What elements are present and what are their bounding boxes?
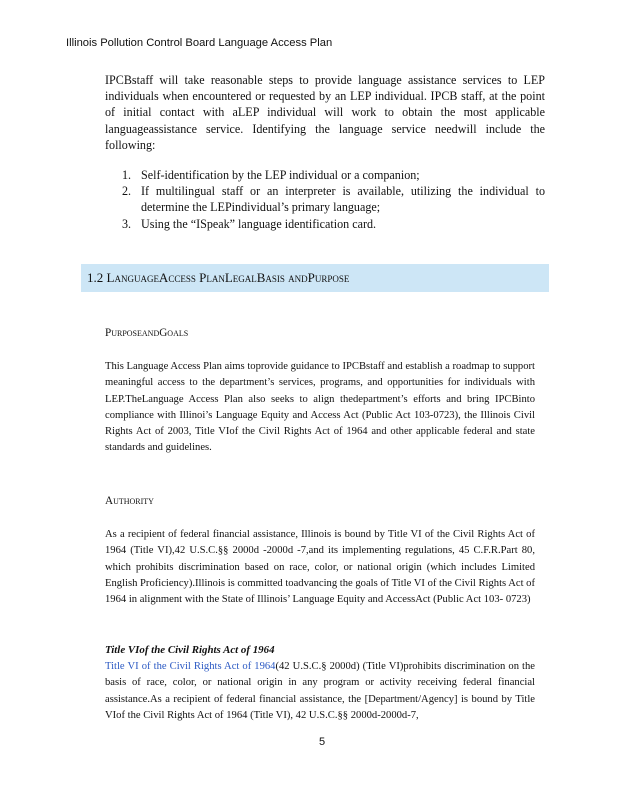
- purpose-subheading: PurposeandGoals: [105, 327, 189, 339]
- list-item-text: Using the “ISpeak” language identification card.: [141, 216, 377, 231]
- list-item-text: If multilingual staff or an interpreter is available, utilizing the individual to determine the LEPindividual’s primary language;: [141, 184, 545, 215]
- intro-paragraph: IPCBstaff will take reasonable steps to provide language assistance services to LEP individuals when encountered or requested by an LEP individual. IPCB staff, at the point of initial contact with aLEP individual will work to obtain the most applicable languageassistance service. Identifying the language service needwill include the following:: [105, 73, 545, 152]
- list-item-number: 2.: [122, 184, 132, 199]
- authority-subheading: Authority: [105, 495, 154, 507]
- list-item: [105, 167, 545, 183]
- list-item-text: Self-identification by the LEP individual or a companion;: [141, 168, 420, 182]
- list-item: [105, 216, 545, 232]
- running-header: Illinois Pollution Control Board Language Access Plan: [66, 37, 333, 49]
- section-heading: 1.2 LanguageAccess PlanLegalBasis andPurpose: [87, 270, 350, 285]
- page-number: 5: [319, 736, 326, 748]
- list-item: [105, 183, 545, 215]
- title-vi-text: (42 U.S.C.§ 2000d) (Title VI)prohibits discrimination on the basis of race, color, or national origin in any program or activity receiving federal financial assistance.As a recipient of federal financial assistance, the [Department/Agency] is bound by Title VIof the Civil Rights Act of 1964 (Title VI), 42 U.S.C.§§ 2000d-2000d-7,: [105, 661, 535, 721]
- authority-paragraph: As a recipient of federal financial assistance, Illinois is bound by Title VI of the Civil Rights Act of 1964 (Title VI),42 U.S.C.§§ 2000d -2000d -7,and its implementing regulations, 45 C.F.R.Part 80, which prohibits discrimination based on race, color, or national origin (which includes Limited English Proficiency).Illinois is committed toadvancing the goals of Title VI of the Civil Rights Act of 1964 in alignment with the State of Illinois’ Language Equity and AccessAct (Public Act 103- 0723): [105, 529, 535, 606]
- title-vi-paragraph: [105, 659, 535, 724]
- title-vi-link[interactable]: Title VI of the Civil Rights Act of 1964: [105, 661, 276, 672]
- title-vi-heading: Title VIof the Civil Rights Act of 1964: [105, 644, 275, 656]
- identification-steps-list: [105, 167, 545, 232]
- purpose-paragraph: This Language Access Plan aims toprovide guidance to IPCBstaff and establish a roadmap to support meaningful access to the department’s services, programs, and opportunities for individuals with LEP.TheLanguage Access Plan also seeks to align thedepartment’s efforts and bring IPCBinto compliance with Illinoi’s Language Equity and Access Act (Public Act 103-0723), the Illinois Civil Rights Act of 2003, Title VIof the Civil Rights Act of 1964 and other applicable federal and state standards and guidelines.: [105, 361, 535, 454]
- list-item-number: 3.: [122, 216, 132, 231]
- list-item-number: 1.: [122, 168, 132, 182]
